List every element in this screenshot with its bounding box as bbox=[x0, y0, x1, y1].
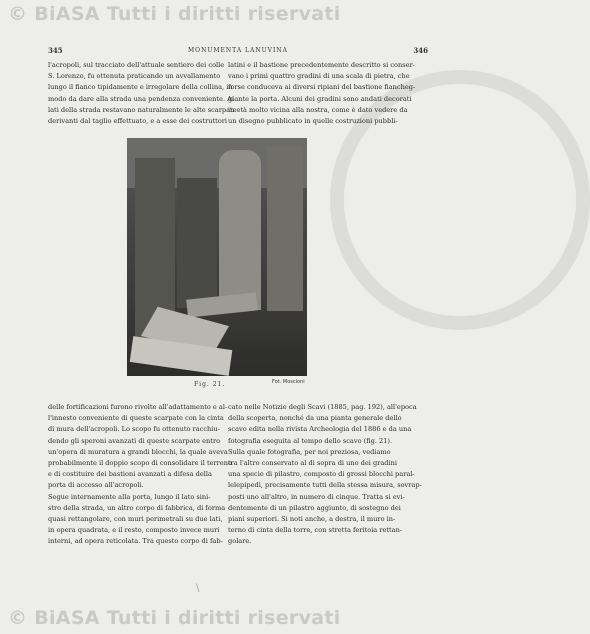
text-line: dentemente di un pilastro aggiunto, di sostegno dei bbox=[228, 503, 401, 512]
text-line: modo da dare alla strada una pendenza conveniente. Ai bbox=[48, 94, 235, 103]
text-line: giante la porta. Alcuni dei gradini sono andati decorati bbox=[228, 94, 412, 103]
photo-wall bbox=[177, 178, 217, 308]
text-line: posti uno all'altro, in numero di cinque. Tratta si evi- bbox=[228, 492, 405, 501]
page-number-left: 345 bbox=[48, 46, 63, 55]
text-line: fotografia eseguita al tempo dello scavo (fig. 21). bbox=[228, 436, 393, 445]
text-line: terno di cinta della torre, con stretta feritoia rettan- bbox=[228, 526, 403, 535]
text-line: quasi rettangolare, con muri perimetrali su due lati, bbox=[48, 514, 223, 523]
running-title: MONUMENTA LANUVINA bbox=[188, 47, 288, 54]
text-line: lelepipedi, precisamente tutti della stessa misura, sovrap- bbox=[228, 481, 422, 490]
text-line: delle fortificazioni furono rivolte all'adattamento e al- bbox=[48, 403, 228, 411]
text-line: in opera quadrata, e il resto, composto invece muri bbox=[48, 526, 220, 535]
text-line: vano i primi quattro gradini di una scala di pietra, che bbox=[228, 72, 410, 81]
text-line: e di costituire dei bastioni avanzati a difesa della bbox=[48, 470, 212, 479]
text-line: in età molto vicina alla nostra, come è dato vedere da bbox=[228, 105, 408, 114]
text-line: derivanti dal taglio effettuato, e a esse dei costruttori bbox=[48, 116, 228, 125]
text-line: lungo il fianco tipidamente e irregolare della collina, in bbox=[48, 83, 233, 92]
text-line: lati della strada restavano naturalmente le alte scarpate bbox=[48, 105, 237, 114]
text-line: S. Lorenzo, fu ottenuta praticando un avvallamento bbox=[48, 72, 221, 81]
text-line: porta di accesso all'acropoli. bbox=[48, 481, 144, 490]
figure-photograph bbox=[127, 138, 307, 376]
figure-label: Fig. 21. bbox=[194, 381, 226, 388]
figure-credit: Fot. Moscioni bbox=[272, 379, 305, 385]
text-line: tra l'altro conservato al di sopra di uno dei gradini bbox=[228, 458, 397, 467]
text-line: golare. bbox=[228, 537, 252, 546]
page-header bbox=[48, 46, 428, 58]
text-line: scavo edita nella rivista Archeologia del 1886 e da una bbox=[228, 425, 412, 434]
scan-mark: \ bbox=[196, 583, 200, 594]
page-number-right: 346 bbox=[413, 46, 428, 55]
text-line: latini e il bastione precedentemente descritto si conser- bbox=[228, 61, 415, 69]
text-line: una specie di pilastro, composto di grossi blocchi paral- bbox=[228, 470, 415, 479]
text-line: della scoperta, nonché da una pianta generale dello bbox=[228, 414, 402, 423]
text-line: l'innesto conveniente di queste scarpate con la cinta bbox=[48, 414, 224, 423]
text-line: stro della strada, un altro corpo di fabbrica, di forma bbox=[48, 503, 226, 512]
text-line: forse conduceva ai diversi ripiani del bastione fiancheg- bbox=[228, 83, 416, 92]
text-line: di mura dell'acropoli. Lo scopo fu ottenuto racchiu- bbox=[48, 425, 220, 434]
text-line: interni, ad opera reticolata. Tra questo corpo di fab- bbox=[48, 537, 223, 546]
text-line: probabilmente il doppio scopo di consolidare il terreno bbox=[48, 458, 232, 467]
text-column-bottom-right bbox=[228, 402, 422, 547]
text-column-bottom-left bbox=[48, 402, 232, 547]
text-line: Segue internamente alla porta, lungo il lato sini- bbox=[48, 492, 211, 501]
text-line: cato nelle Notizie degli Scavi (1885, pag. 192), all'epoca bbox=[228, 403, 417, 411]
text-line: piani superiori. Si noti anche, a destra, il muro in- bbox=[228, 514, 396, 523]
watermark-top: © BiASA Tutti i diritti riservati bbox=[8, 3, 341, 25]
photo-pillar bbox=[219, 150, 261, 310]
text-line: dendo gli speroni avanzati di queste scarpate entro bbox=[48, 436, 221, 445]
text-column-top-right bbox=[228, 60, 416, 127]
text-line: Sulla quale fotografia, per noi preziosa, vediamo bbox=[228, 447, 391, 456]
text-line: l'acropoli, sul tracciato dell'attuale sentiero dei colle bbox=[48, 61, 225, 69]
photo-wall bbox=[267, 146, 303, 311]
text-line: un'opera di muratura a grandi blocchi, la quale aveva bbox=[48, 447, 228, 456]
watermark-bottom: © BiASA Tutti i diritti riservati bbox=[8, 607, 341, 629]
text-line: un disegno pubblicato in quelle costruzioni pubbli- bbox=[228, 116, 398, 125]
text-column-top-left bbox=[48, 60, 237, 127]
